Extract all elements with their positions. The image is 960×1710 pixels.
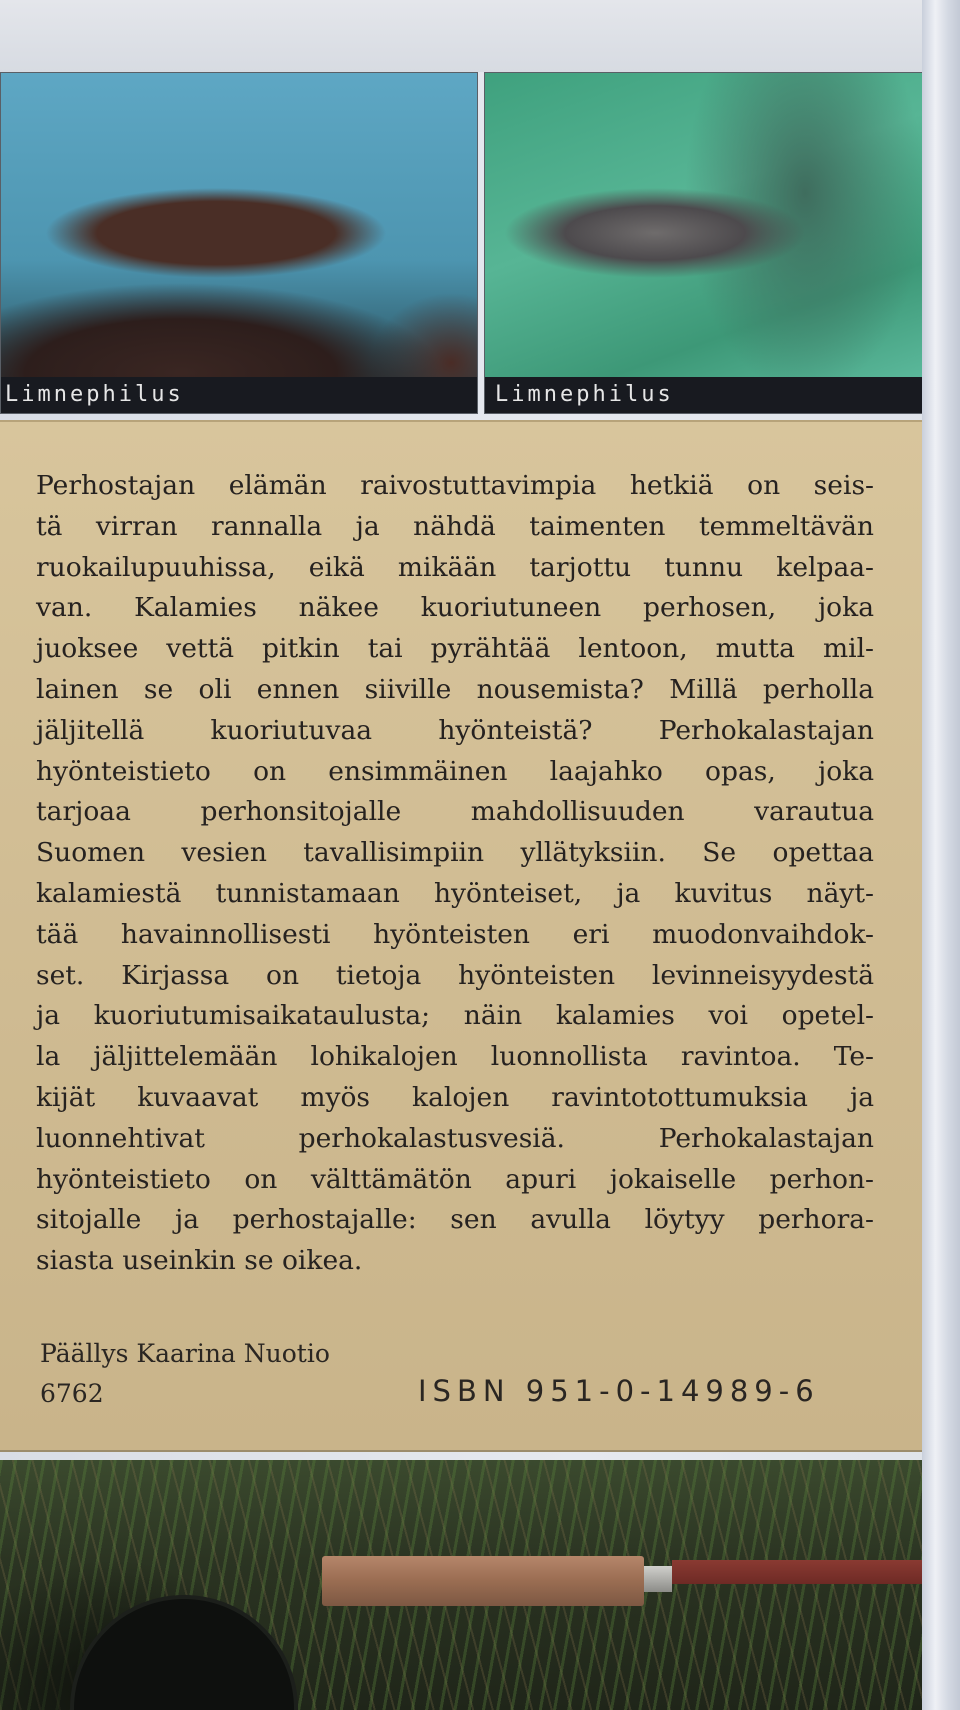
blurb-line: set. Kirjassa on tietoja hyönteisten levinneisyydestä [36, 959, 874, 991]
rod-ferrule [644, 1566, 672, 1592]
blurb-line: tarjoaa perhonsitojalle mahdollisuuden varautua [36, 796, 874, 828]
isbn: ISBN 951-0-14989-6 [418, 1374, 820, 1408]
cover-right-edge [922, 0, 960, 1710]
blurb-line: lainen se oli ennen siiville nousemista? Millä perholla [36, 673, 874, 705]
blurb-line: la jäljittelemään lohikalojen luonnollista ravintoa. Te- [36, 1041, 874, 1073]
cover-top-margin [0, 0, 960, 72]
blurb-line: luonnehtivat perhokalastusvesiä. Perhokalastajan [36, 1122, 874, 1154]
blurb-line: kalamiestä tunnistamaan hyönteiset, ja kuvitus näyt- [36, 877, 874, 909]
blurb-line: jäljitellä kuoriutuvaa hyönteistä? Perhokalastajan [36, 714, 874, 746]
blurb-line: Suomen vesien tavallisimpiin yllätyksiin. Se opettaa [36, 837, 874, 869]
rod-cork-grip [322, 1556, 644, 1606]
product-code: 6762 [40, 1379, 104, 1408]
blurb-line: hyönteistieto on välttämätön apuri jokaiselle perhon- [36, 1163, 874, 1195]
blurb-panel [0, 420, 922, 1452]
blurb-line: ruokailupuuhissa, eikä mikään tarjottu tunnu kelpaa- [36, 551, 874, 583]
photo-caption-left: Limnephilus [1, 377, 477, 413]
photo-fly-rod [0, 1460, 922, 1710]
blurb-line: kijät kuvaavat myös kalojen ravintotottumuksia ja [36, 1081, 874, 1113]
photo-caption-right: Limnephilus [485, 377, 923, 413]
credits [40, 1334, 330, 1414]
blurb-line: tää havainnollisesti hyönteisten eri muodonvaihdok- [36, 918, 874, 950]
blurb-line: sitojalle ja perhostajalle: sen avulla löytyy perhora- [36, 1204, 874, 1236]
blurb-line: van. Kalamies näkee kuoriutuneen perhosen, joka [36, 592, 874, 624]
fly-reel [70, 1595, 298, 1710]
blurb-line: Perhostajan elämän raivostuttavimpia hetkiä on seis- [36, 470, 874, 501]
blurb-line: juoksee vettä pitkin tai pyrähtää lentoon, mutta mil- [36, 633, 874, 665]
photo-caddis-larva [0, 72, 478, 414]
photo-caddis-adult [484, 72, 924, 414]
blurb-line: tä virran rannalla ja nähdä taimenten temmeltävän [36, 510, 874, 542]
cover-designer: Päällys Kaarina Nuotio [40, 1339, 330, 1368]
rod-blank [672, 1560, 922, 1584]
blurb-line: hyönteistieto on ensimmäinen laajahko opas, joka [36, 755, 874, 787]
blurb-line: ja kuoriutumisaikataulusta; näin kalamies voi opetel- [36, 1000, 874, 1032]
blurb-line: siasta useinkin se oikea. [36, 1245, 363, 1277]
blurb-text [36, 466, 874, 1282]
